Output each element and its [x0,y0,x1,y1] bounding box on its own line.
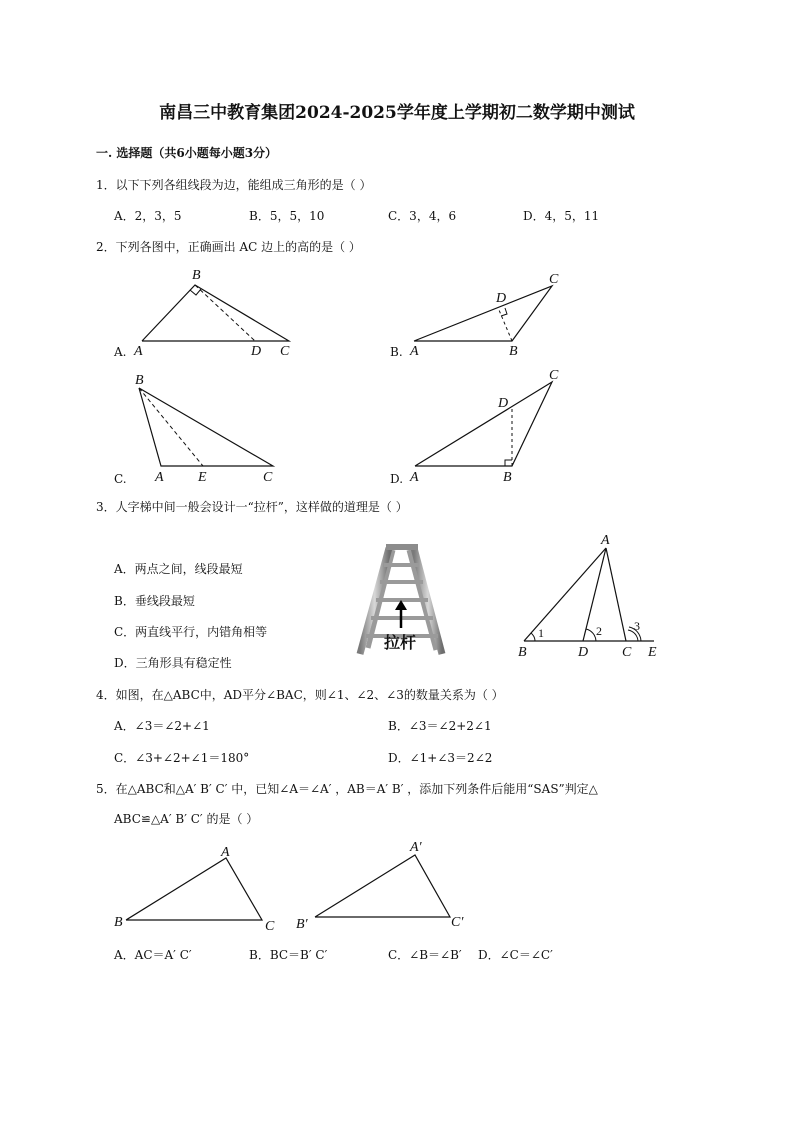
label-a: A [155,470,164,485]
question-5-stem-line1: 5．在△ABC和△A′ B′ C′ 中，已知∠A＝∠A′ ，AB＝A′ B′ ，添加下列条件后能用“SAS”判定△ [96,782,598,796]
triangle-abc [126,858,262,920]
label-c: C [549,368,559,383]
angle-3-label: 3 [634,619,640,633]
label-d: D [578,645,589,660]
label-a: A [601,533,610,548]
label-b: B [518,645,527,660]
label-c: C [263,470,273,485]
q5-option-c[interactable]: C．∠B＝∠B′ [388,948,462,962]
question-2-stem: 2．下列各图中，正确画出 AC 边上的高的是（ ） [96,240,361,254]
label-c-prime: C′ [451,915,464,930]
label-a: A [221,845,230,860]
q5-option-a[interactable]: A．AC＝A′ C′ [114,948,192,962]
label-d: D [251,344,262,359]
label-e: E [648,645,657,660]
label-a-prime: A′ [410,840,422,855]
label-b: B [114,915,123,930]
label-b: B [509,344,518,359]
page-title: 南昌三中教育集团2024-2025学年度上学期初二数学期中测试 [159,103,635,123]
q4-option-c[interactable]: C．∠3+∠2+∠1＝180° [114,751,250,765]
label-a: A [410,470,419,485]
label-c: C [280,344,290,359]
q2-option-b[interactable]: B. [390,345,403,359]
q1-option-b[interactable]: B．5，5，10 [249,209,325,223]
q4-option-a[interactable]: A．∠3＝∠2+∠1 [114,719,210,733]
label-b: B [503,470,512,485]
section-heading: 一. 选择题（共6小题每小题3分） [96,146,278,160]
label-a: A [410,344,419,359]
question-5-stem-line2: ABC≌△A′ B′ C′ 的是（ ） [114,812,259,826]
q3-option-a[interactable]: A．两点之间，线段最短 [114,562,243,576]
label-b: B [192,268,201,283]
label-e: E [198,470,207,485]
q1-option-c[interactable]: C．3，4，6 [388,209,457,223]
label-c: C [265,919,275,934]
angle-2-label: 2 [596,624,602,638]
q2-option-a[interactable]: A. [114,345,127,359]
q5-option-d[interactable]: D．∠C＝∠C′ [478,948,553,962]
ladder-rod-label: 拉杆 [384,633,417,652]
q4-option-b[interactable]: B．∠3＝∠2+2∠1 [388,719,492,733]
label-c: C [622,645,632,660]
q3-option-d[interactable]: D．三角形具有稳定性 [114,656,232,670]
q2-option-c[interactable]: C. [114,472,127,486]
label-c: C [549,272,559,287]
question-3-stem: 3．人字梯中间一般会设计一“拉杆”，这样做的道理是（ ） [96,500,408,514]
q2-option-d[interactable]: D. [390,472,404,486]
label-a: A [134,344,143,359]
q3-option-c[interactable]: C．两直线平行，内错角相等 [114,625,268,639]
triangle-a1b1c1 [315,855,450,917]
question-1-stem: 1．以下下列各组线段为边，能组成三角形的是（ ） [96,178,372,192]
label-b: B [135,373,144,388]
q5-option-b[interactable]: B．BC＝B′ C′ [249,948,328,962]
label-d: D [496,291,507,306]
angle-1-label: 1 [538,626,544,640]
question-4-stem: 4．如图，在△ABC中，AD平分∠BAC，则∠1、∠2、∠3的数量关系为（ ） [96,688,504,702]
label-d: D [498,396,509,411]
q1-option-d[interactable]: D．4，5，11 [523,209,600,223]
label-b-prime: B′ [296,917,308,932]
q1-option-a[interactable]: A．2，3，5 [114,209,182,223]
q4-option-d[interactable]: D．∠1+∠3＝2∠2 [388,751,493,765]
q3-option-b[interactable]: B．垂线段最短 [114,594,195,608]
